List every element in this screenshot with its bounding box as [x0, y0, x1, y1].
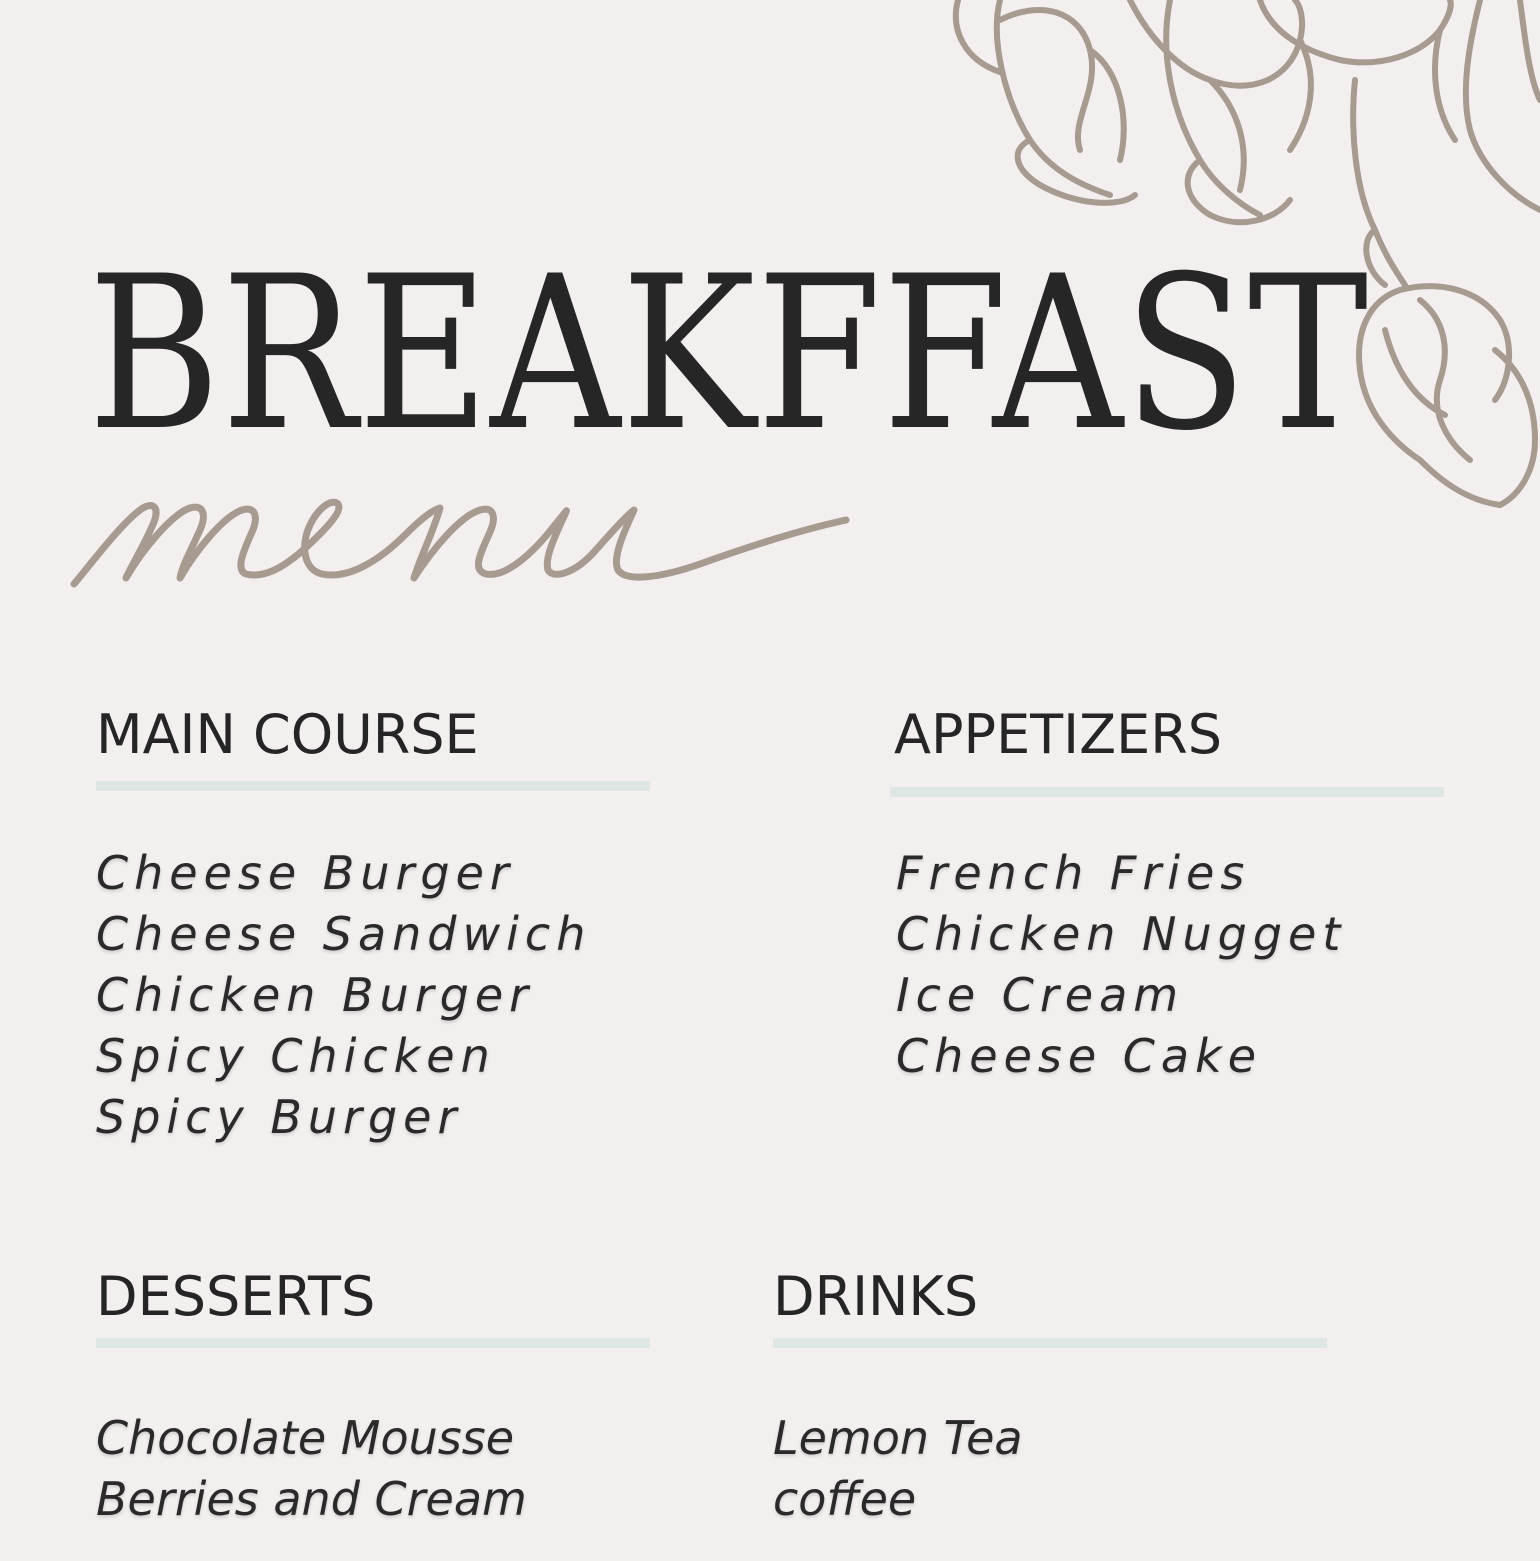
list-item: Berries and Cream [96, 1472, 527, 1526]
section-title-drinks: DRINKS [773, 1265, 979, 1328]
section-desserts [96, 1265, 650, 1530]
section-divider [773, 1338, 1327, 1348]
section-main-course [96, 703, 650, 1148]
page-title: BREAKFFAST [88, 230, 1370, 477]
menu-script-word [60, 470, 880, 610]
list-item: Cheese Sandwich [96, 907, 592, 961]
flower-bud [1359, 286, 1535, 505]
section-divider [890, 787, 1444, 797]
section-divider [96, 1338, 650, 1348]
section-title-desserts: DESSERTS [96, 1265, 376, 1328]
list-item: French Fries [896, 846, 1251, 900]
section-divider [96, 781, 650, 791]
list-item: Chocolate Mousse [96, 1411, 514, 1465]
item-list-drinks [773, 1408, 1327, 1530]
item-list-appetizers [890, 843, 1444, 1087]
section-appetizers [890, 703, 1444, 1087]
section-title-main-course: MAIN COURSE [96, 703, 479, 766]
list-item: Ice Cream [896, 968, 1185, 1022]
item-list-main-course [96, 843, 650, 1148]
section-drinks [773, 1265, 1327, 1530]
flower-petals [956, 0, 1540, 222]
list-item: Cheese Cake [896, 1029, 1263, 1083]
list-item: coffee [773, 1472, 917, 1526]
item-list-desserts [96, 1408, 650, 1530]
list-item: Spicy Chicken [96, 1029, 496, 1083]
list-item: Chicken Burger [96, 968, 535, 1022]
list-item: Cheese Burger [96, 846, 515, 900]
list-item: Spicy Burger [96, 1090, 463, 1144]
list-item: Chicken Nugget [896, 907, 1347, 961]
section-title-appetizers: APPETIZERS [894, 703, 1223, 766]
list-item: Lemon Tea [773, 1411, 1023, 1465]
